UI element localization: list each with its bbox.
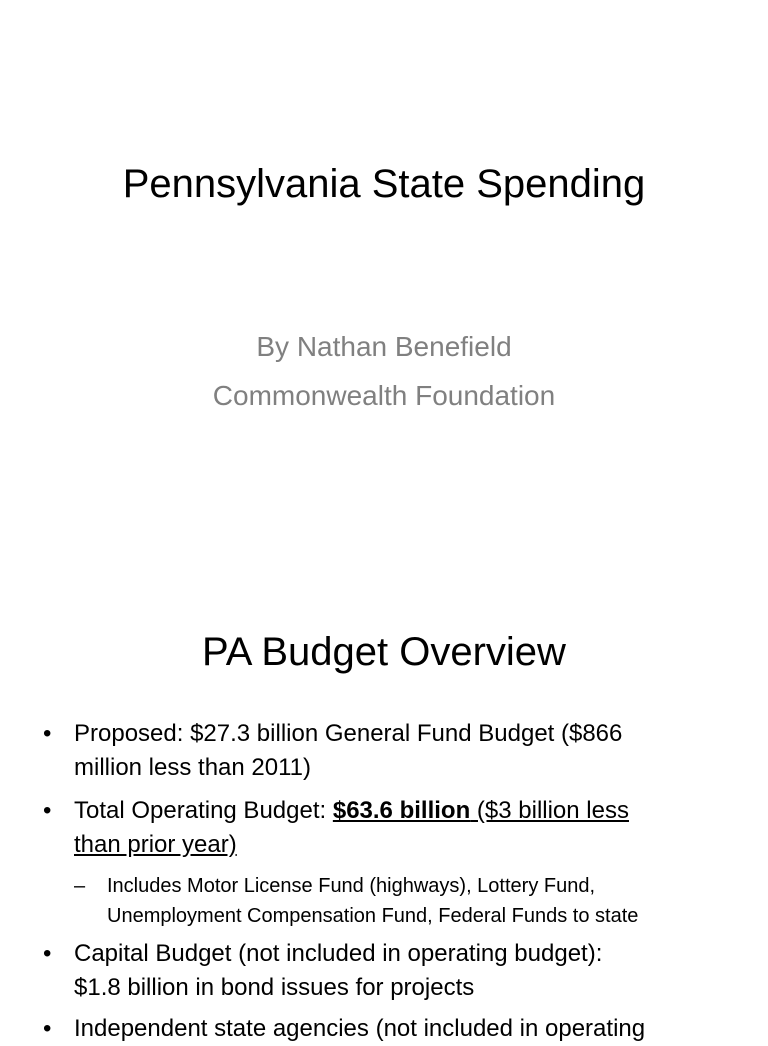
sub-bullet-text: Unemployment Compensation Fund, Federal Funds to state xyxy=(107,905,639,927)
bullet-marker: • xyxy=(43,940,52,967)
bullet-capital-budget xyxy=(43,937,734,1005)
bullet-text: Independent state agencies (not included in operating xyxy=(74,1015,646,1042)
slide-title: PA Budget Overview xyxy=(202,630,566,674)
bullet-text: $1.8 billion in bond issues for projects xyxy=(74,974,475,1001)
budget-overview-slide xyxy=(0,576,768,1042)
bullet-line xyxy=(74,794,734,828)
author-line: By Nathan Benefield xyxy=(256,331,512,362)
bullet-text: million less than 2011) xyxy=(74,754,312,781)
dash-marker: – xyxy=(74,875,86,897)
bullet-marker: • xyxy=(43,720,52,747)
bullet-total-operating xyxy=(43,794,734,862)
bullet-text: Capital Budget (not included in operating budget): xyxy=(74,940,603,967)
bullet-proposed xyxy=(43,717,734,785)
emphasis-amount: $63.6 billion xyxy=(332,797,471,824)
underlined-text: ($3 billion less xyxy=(470,797,629,824)
bullet-marker: • xyxy=(43,1015,52,1042)
bullet-independent-agencies xyxy=(43,1012,734,1046)
bullet-marker: • xyxy=(43,797,52,824)
underlined-text: than prior year) xyxy=(74,831,237,858)
organization-line: Commonwealth Foundation xyxy=(212,380,556,411)
bullet-text: Proposed: $27.3 billion General Fund Budget ($866 xyxy=(74,720,623,747)
sub-bullet-funds xyxy=(74,871,727,931)
sub-bullet-text: Includes Motor License Fund (highways), Lottery Fund, xyxy=(107,875,596,897)
bullet-text: Total Operating Budget: xyxy=(74,797,333,824)
slide-title: Pennsylvania State Spending xyxy=(122,162,646,206)
